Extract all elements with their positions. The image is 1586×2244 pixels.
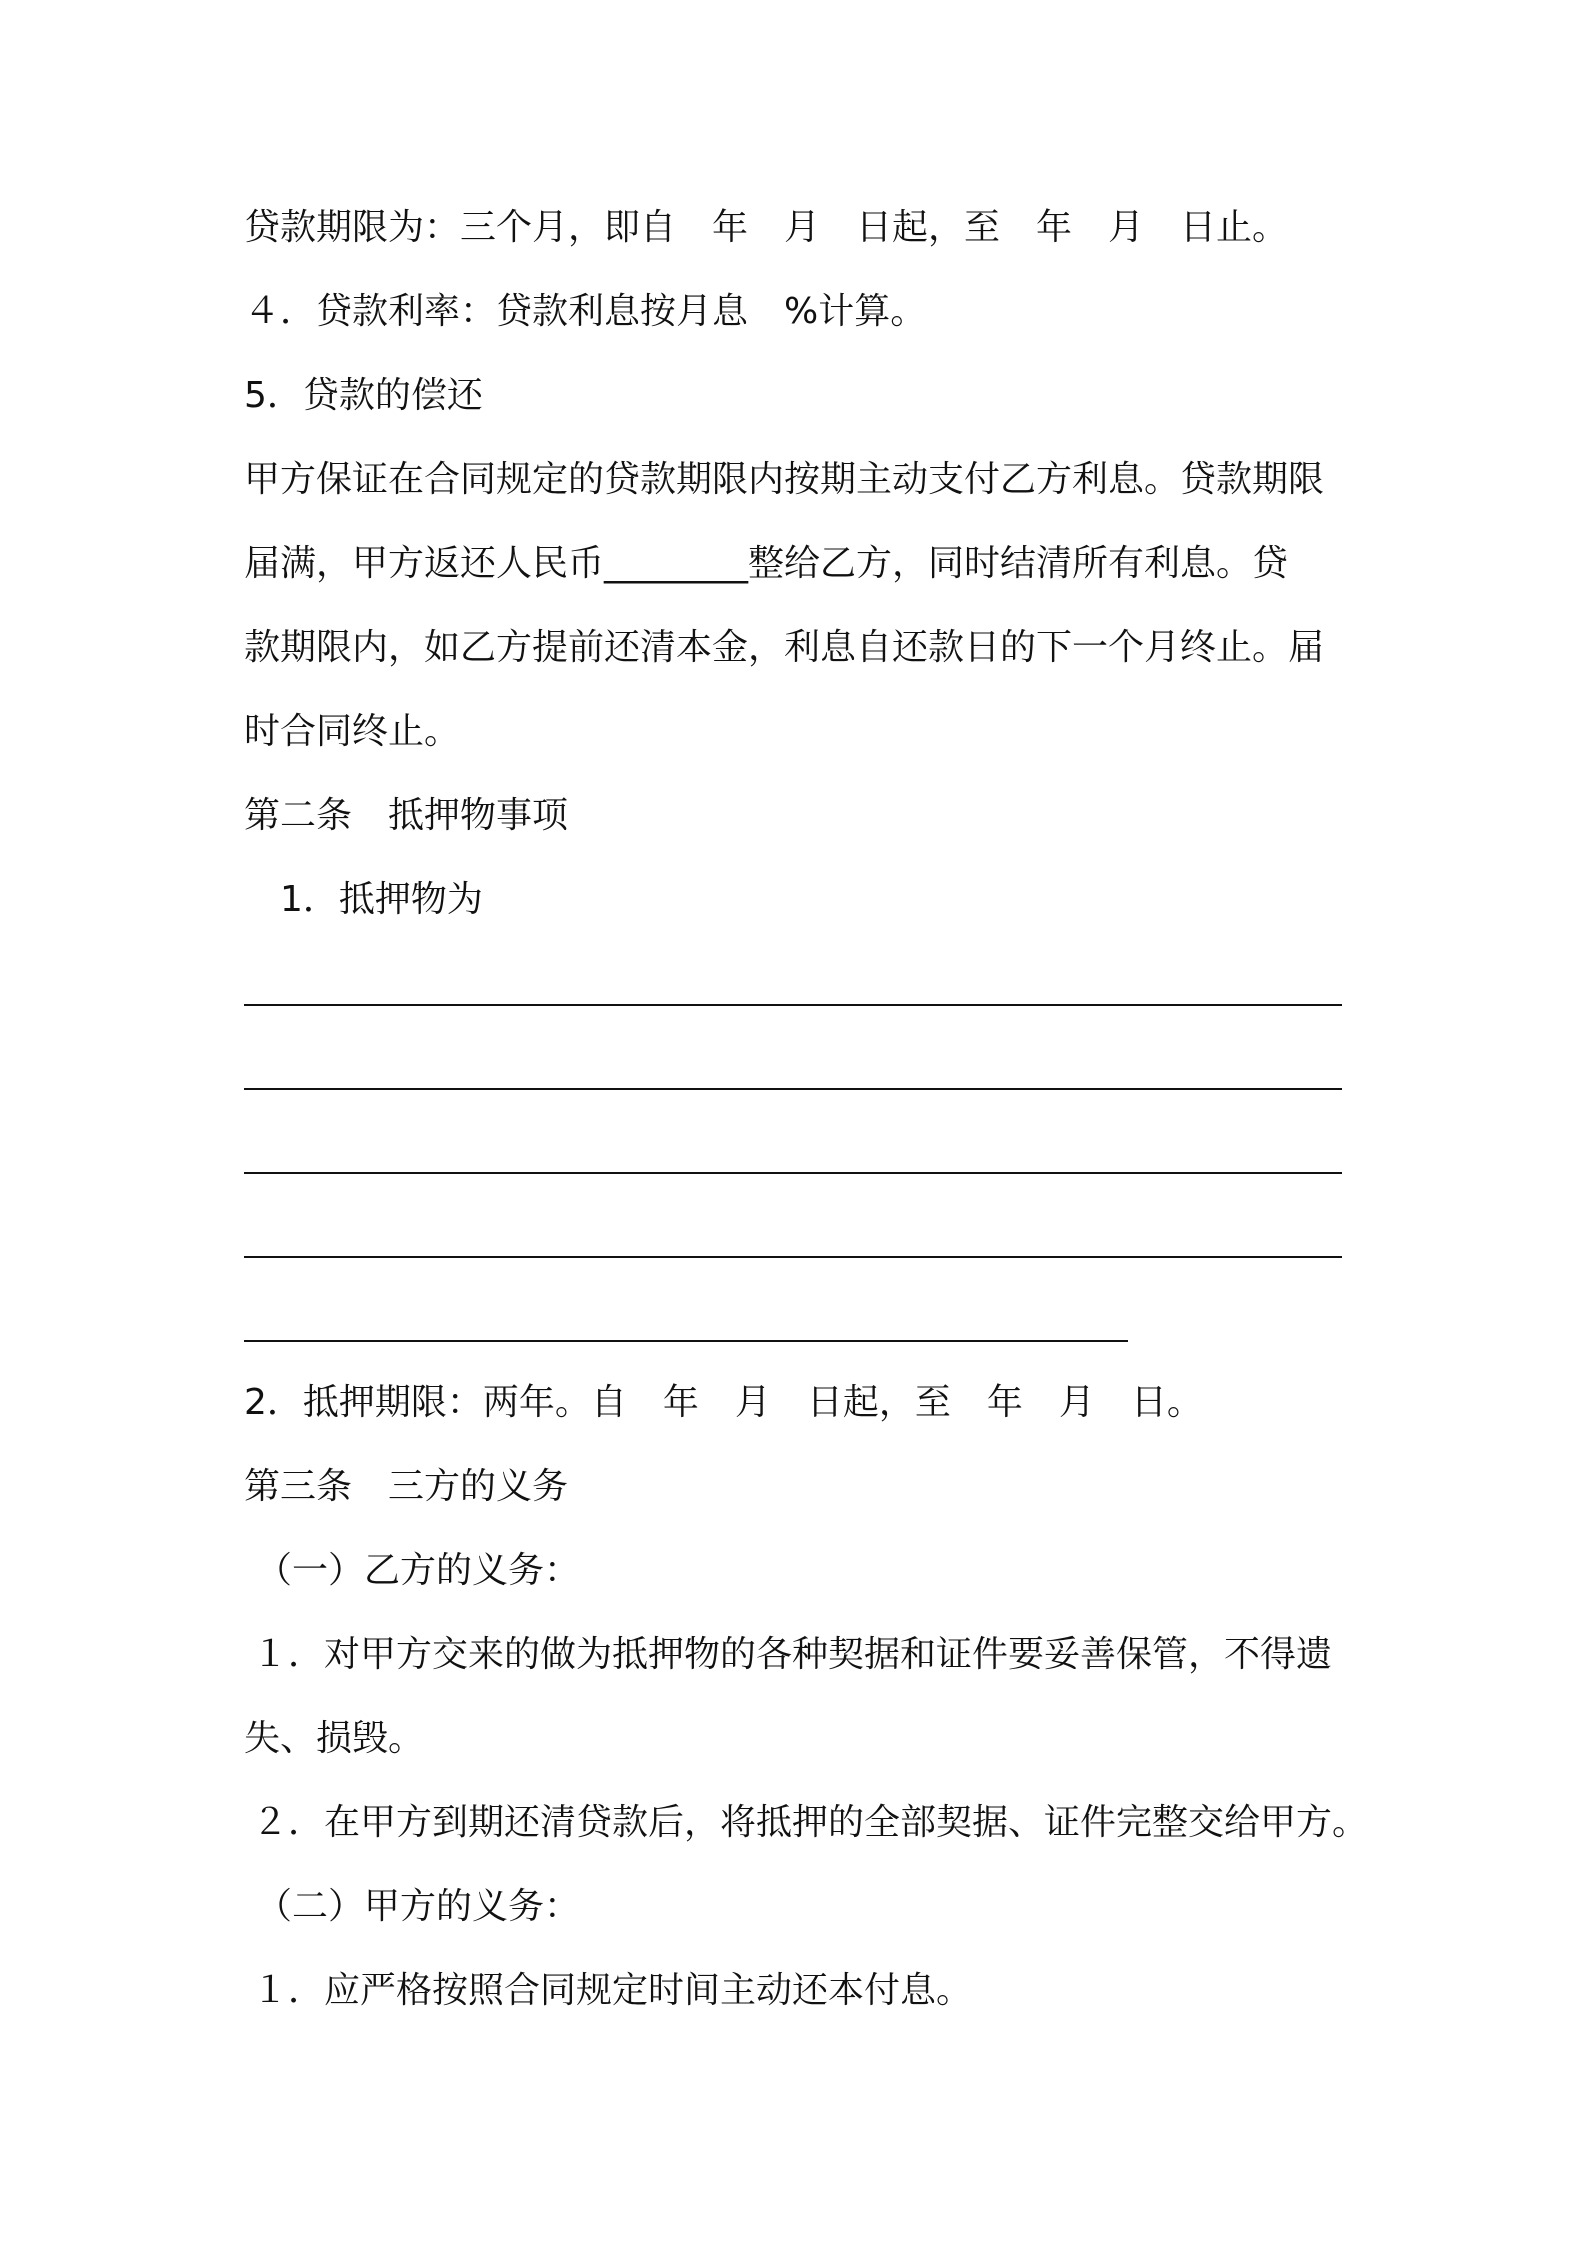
paragraph-line: 时合同终止。 xyxy=(244,711,461,752)
paragraph-line: 届满，甲方返还人民币________整给乙方，同时结清所有利息。贷 xyxy=(244,543,1289,584)
party-b-obligations-heading: （一）乙方的义务： xyxy=(256,1550,581,1591)
mortgage-term-line: 2．抵押期限：两年。自 年 月 日起，至 年 月 日。 xyxy=(244,1382,1203,1423)
collateral-fill-line xyxy=(244,1340,1128,1342)
obligation-item: １．应严格按照合同规定时间主动还本付息。 xyxy=(252,1970,973,2011)
obligation-item: １．对甲方交来的做为抵押物的各种契据和证件要妥善保管，不得遗 xyxy=(252,1634,1333,1675)
paragraph-line: 款期限内，如乙方提前还清本金，利息自还款日的下一个月终止。届 xyxy=(244,627,1325,668)
collateral-fill-line xyxy=(244,1256,1342,1258)
collateral-item-label: 1．抵押物为 xyxy=(280,879,483,920)
loan-repayment-heading: 5．贷款的偿还 xyxy=(244,375,483,416)
obligation-item: ２．在甲方到期还清贷款后，将抵押的全部契据、证件完整交给甲方。 xyxy=(252,1802,1369,1843)
party-a-obligations-heading: （二）甲方的义务： xyxy=(256,1886,581,1927)
collateral-fill-line xyxy=(244,1004,1342,1006)
collateral-fill-line xyxy=(244,1088,1342,1090)
obligation-item-continued: 失、损毁。 xyxy=(244,1718,425,1759)
loan-term-line: 贷款期限为：三个月，即自 年 月 日起，至 年 月 日止。 xyxy=(244,207,1289,248)
collateral-fill-line xyxy=(244,1172,1342,1174)
paragraph-line: 甲方保证在合同规定的贷款期限内按期主动支付乙方利息。贷款期限 xyxy=(244,459,1325,500)
article-three-heading: 第三条 三方的义务 xyxy=(244,1466,569,1507)
article-two-heading: 第二条 抵押物事项 xyxy=(244,795,569,836)
loan-rate-line: ４．贷款利率：贷款利息按月息 %计算。 xyxy=(244,291,927,332)
